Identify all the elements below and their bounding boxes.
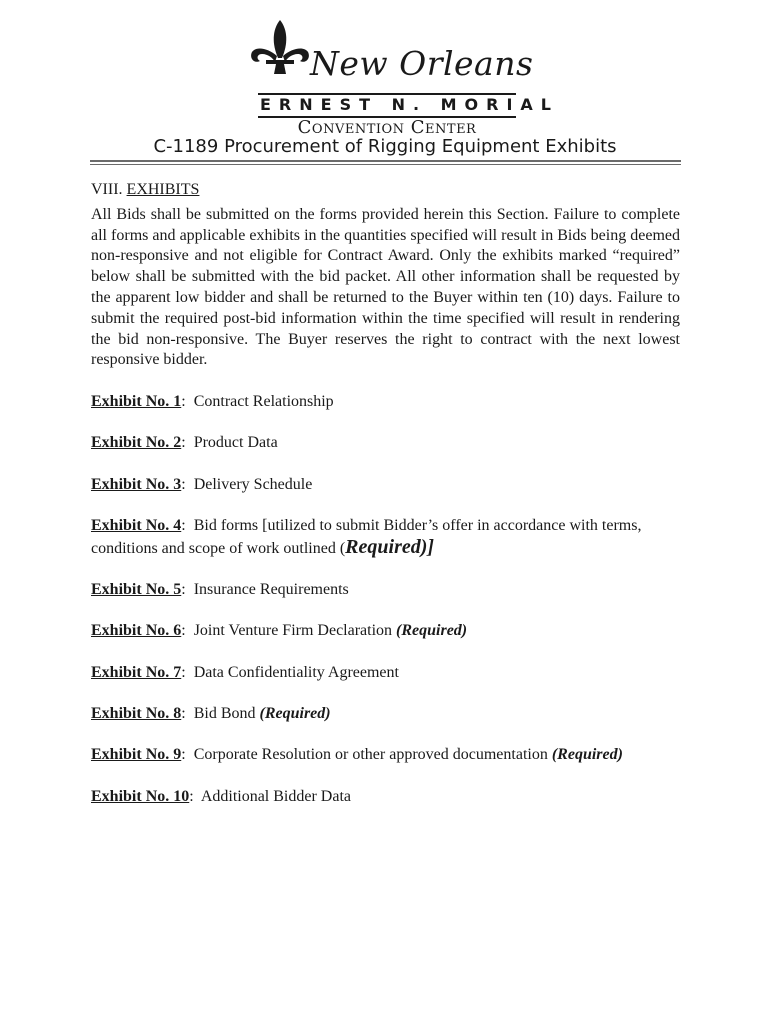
exhibit-label: Exhibit No. 1 [91,393,182,411]
exhibit-description: Joint Venture Firm Declaration [193,622,393,640]
section-heading-text: EXHIBITS [126,181,200,198]
exhibit-description: Data Confidentiality Agreement [193,663,399,681]
exhibit-item: Exhibit No. 10: Additional Bidder Data [91,787,351,805]
exhibit-item: Exhibit No. 3: Delivery Schedule [91,475,313,493]
exhibit-label: Exhibit No. 2 [91,434,182,452]
exhibit-label: Exhibit No. 8 [91,705,182,723]
exhibit-description: Additional Bidder Data [200,787,351,805]
exhibit-item: Exhibit No. 5: Insurance Requirements [91,581,349,599]
exhibit-item: Exhibit No. 1: Contract Relationship [91,393,334,411]
exhibit-label: Exhibit No. 10 [91,787,190,805]
exhibit-label: Exhibit No. 4 [91,517,182,535]
exhibit-item: Exhibit No. 7: Data Confidentiality Agreement [91,663,399,681]
document-body [91,180,680,828]
exhibit-item: Exhibit No. 2: Product Data [91,434,278,452]
section-number: VIII. [91,181,123,198]
title-divider [90,160,681,162]
fleur-de-lis-icon [248,18,312,76]
exhibit-item: Exhibit No. 8: Bid Bond (Required) [91,705,331,723]
logo-script-text: New Orleans [310,44,534,83]
exhibit-item: Exhibit No. 6: Joint Venture Firm Declaration (Required) [91,622,468,640]
title-divider-thin [90,164,681,165]
exhibit-description: Bid Bond [193,705,256,723]
logo-subtitle: ERNEST N. MORIAL [260,95,559,114]
section-intro: All Bids shall be submitted on the forms provided herein this Section. Failure to complete all forms and applicable exhibits in the quantities specified will result in Bids being deemed non-responsive and not eligible for Contract Award. Only the exhibits marked “required” below shall be submitted with the bid packet. All other information shall be requested by the apparent low bidder and shall be returned to the Buyer within ten (10) days. Failure to submit the required post-bid information within the time specified will result in rendering the bid non-responsive. The Buyer reserves the right to contract with the next lowest responsive bidder. [91,205,680,369]
exhibit-label: Exhibit No. 7 [91,663,182,681]
exhibit-description: Product Data [193,434,278,452]
required-marker: (Required) [396,622,468,640]
exhibit-label: Exhibit No. 6 [91,622,182,640]
exhibit-label: Exhibit No. 3 [91,475,182,493]
exhibit-description: Delivery Schedule [193,475,313,493]
required-marker: Required)] [345,535,435,558]
logo-center-name: Convention Center [297,117,477,138]
exhibit-item: Exhibit No. 9: Corporate Resolution or other approved documentation (Required) [91,746,623,764]
required-marker: (Required) [551,746,623,764]
exhibit-label: Exhibit No. 9 [91,746,182,764]
exhibit-description: Corporate Resolution or other approved documentation [193,746,548,764]
required-marker: (Required) [259,705,331,723]
exhibit-item: Exhibit No. 4: Bid forms [utilized to submit Bidder’s offer in accordance with terms, conditions and scope of work outlined (Required)] [91,517,642,558]
exhibit-description: Contract Relationship [193,393,334,411]
exhibit-description: Bid forms [utilized to submit Bidder’s offer in accordance with terms, conditions and scope of work outlined ( [91,517,642,557]
convention-center-logo [248,18,559,138]
document-title: C-1189 Procurement of Rigging Equipment Exhibits [153,136,617,157]
exhibit-description: Insurance Requirements [193,581,349,599]
section-heading [91,180,680,201]
exhibit-label: Exhibit No. 5 [91,581,182,599]
